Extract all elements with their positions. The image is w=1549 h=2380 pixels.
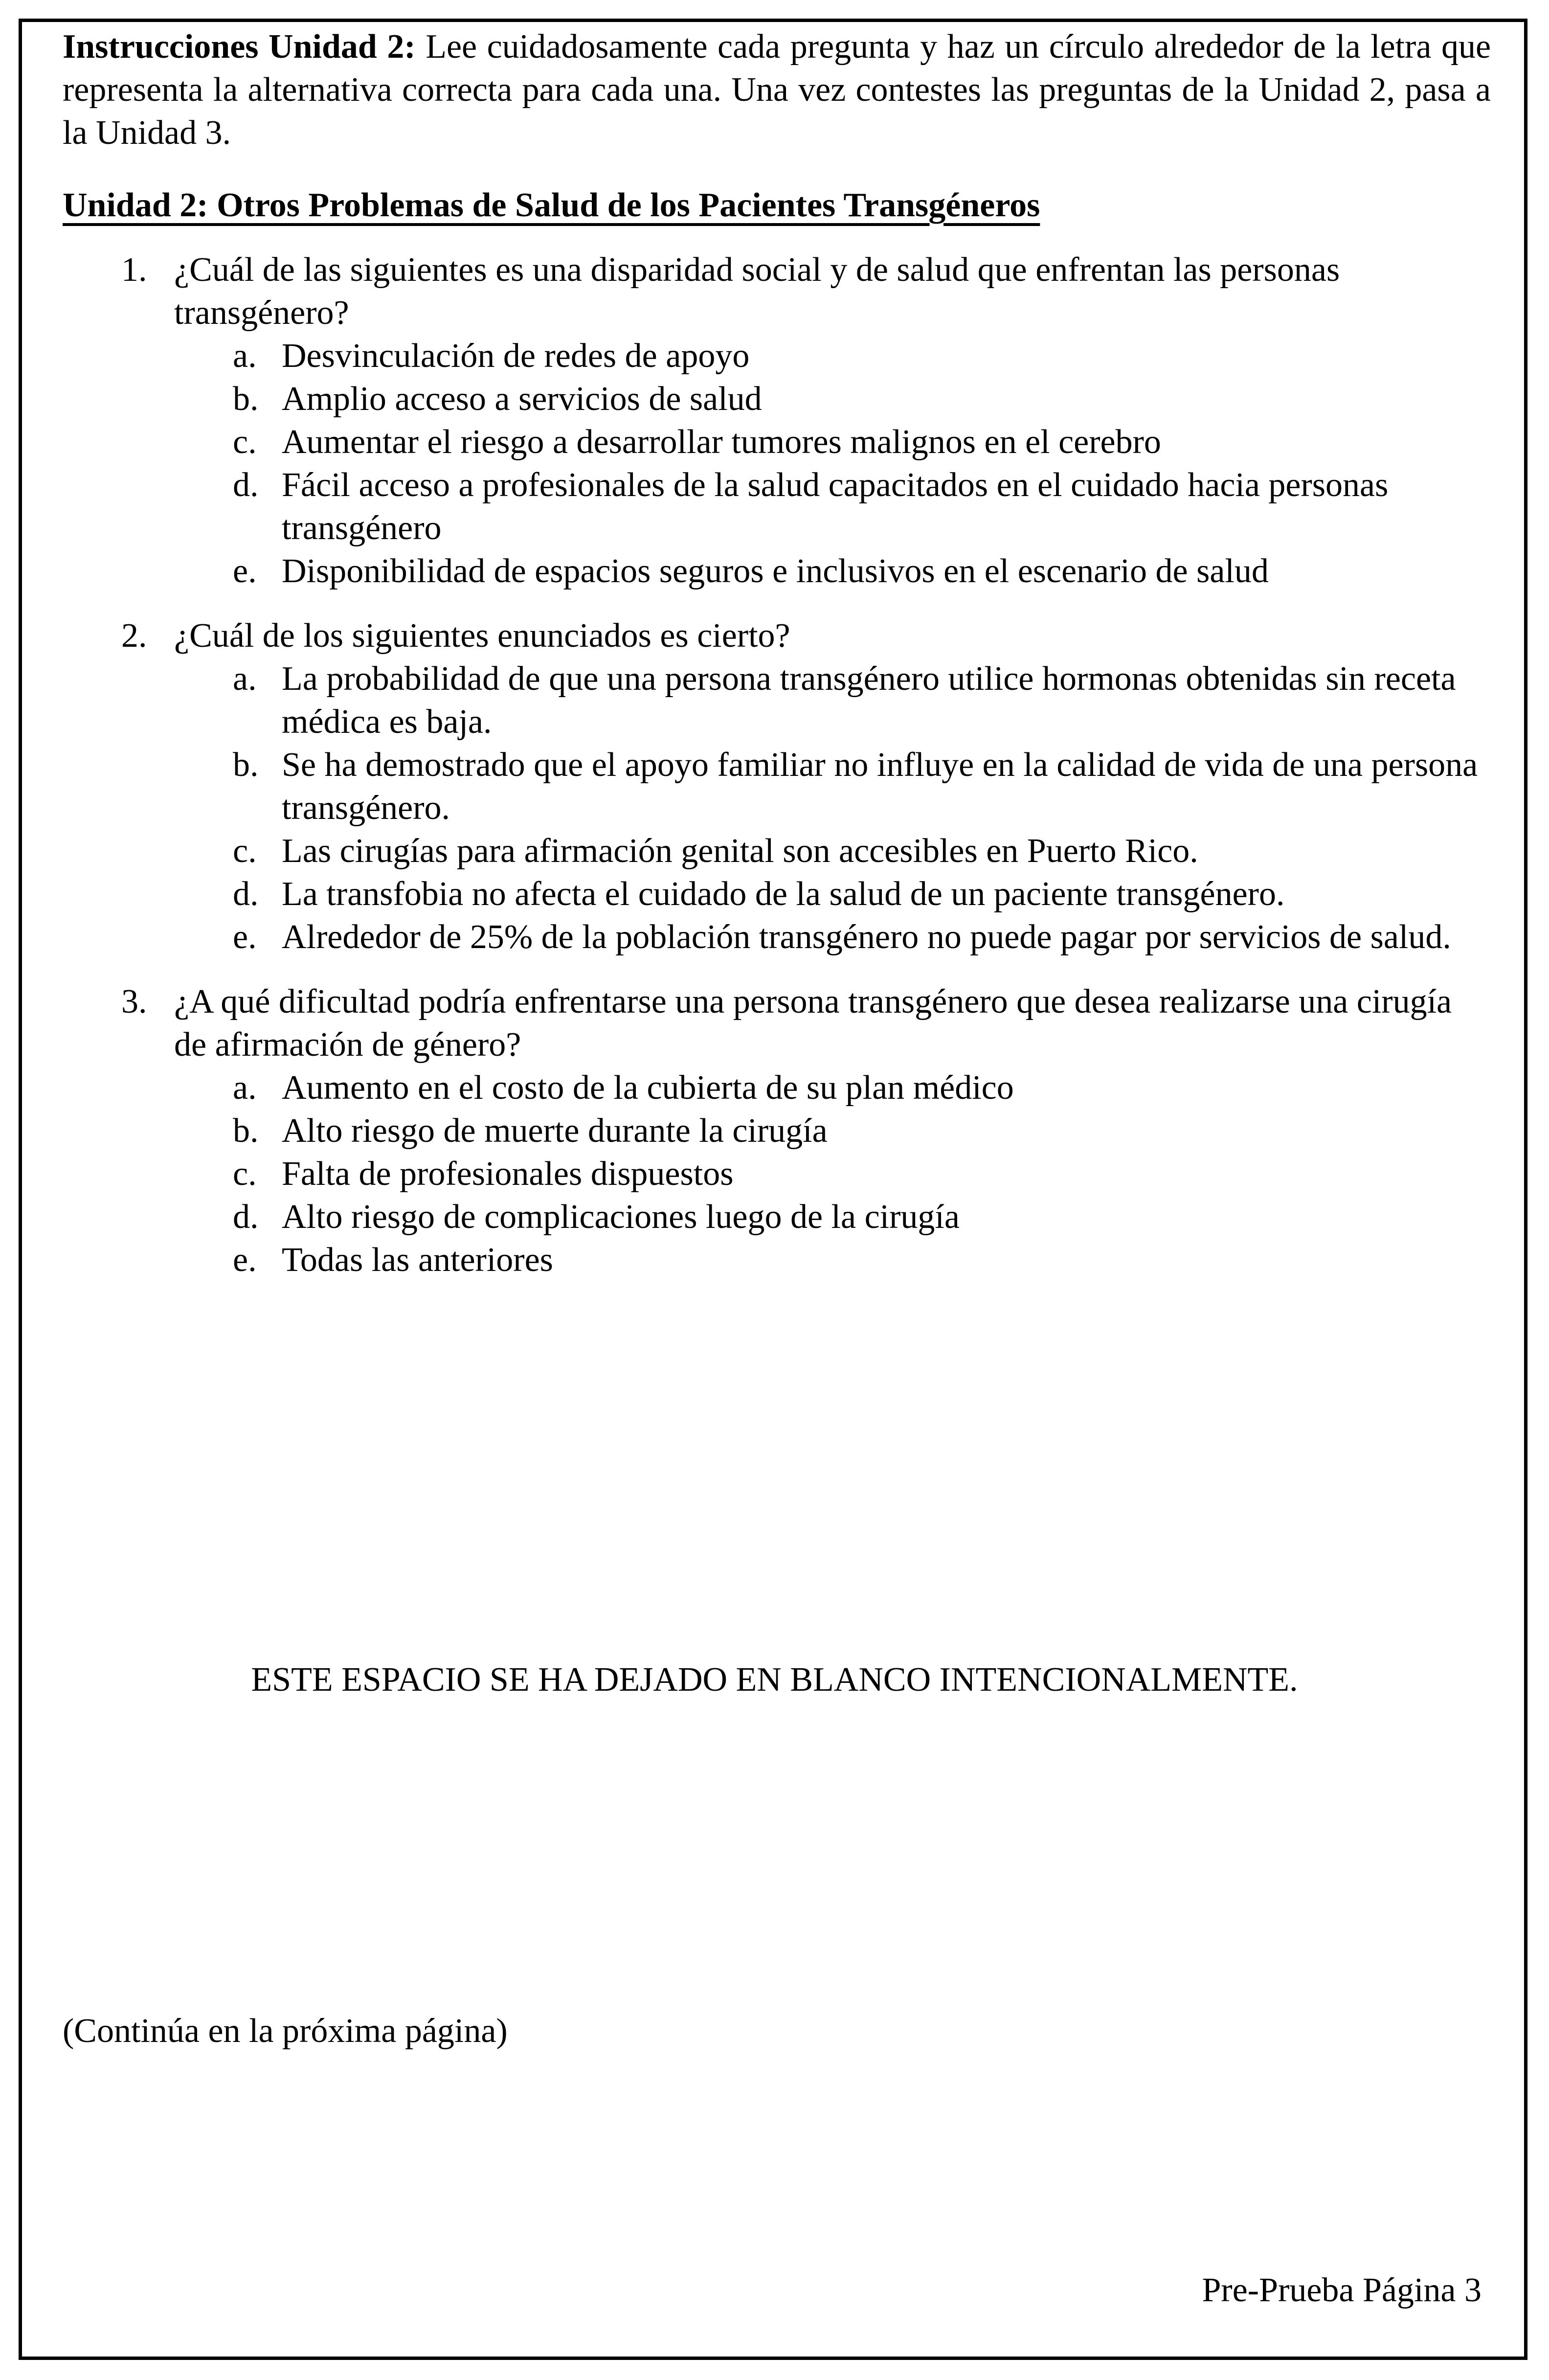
option-text: La transfobia no afecta el cuidado de la salud de un paciente transgénero. <box>282 875 1285 913</box>
option-2d[interactable] <box>174 873 1491 916</box>
option-1d[interactable] <box>174 464 1491 550</box>
question-number: 2. <box>121 617 147 655</box>
instructions-label: Instrucciones Unidad 2: <box>63 28 416 66</box>
option-text: Todas las anteriores <box>282 1241 553 1279</box>
option-letter: d. <box>233 1198 259 1236</box>
option-letter: a. <box>233 660 257 698</box>
page-footer: Pre-Prueba Página 3 <box>1202 2271 1482 2309</box>
option-text: Aumentar el riesgo a desarrollar tumores malignos en el cerebro <box>282 423 1161 461</box>
option-letter: e. <box>233 552 257 590</box>
question-1 <box>63 249 1491 593</box>
option-1e[interactable] <box>174 550 1491 593</box>
option-2c[interactable] <box>174 830 1491 873</box>
option-text: Las cirugías para afirmación genital son accesibles en Puerto Rico. <box>282 832 1198 870</box>
option-3e[interactable] <box>174 1239 1491 1282</box>
option-text: Alto riesgo de muerte durante la cirugía <box>282 1112 828 1150</box>
option-text: Falta de profesionales dispuestos <box>282 1155 734 1193</box>
continue-note: (Continúa en la próxima página) <box>63 2012 508 2050</box>
option-3c[interactable] <box>174 1153 1491 1196</box>
option-letter: d. <box>233 466 259 504</box>
option-letter: a. <box>233 337 257 375</box>
unit-title: Unidad 2: Otros Problemas de Salud de los Pacientes Transgéneros <box>63 186 1040 224</box>
option-text: Aumento en el costo de la cubierta de su plan médico <box>282 1069 1014 1107</box>
option-letter: b. <box>233 380 259 418</box>
option-text: Se ha demostrado que el apoyo familiar no influye en la calidad de vida de una persona transgénero. <box>282 746 1478 827</box>
instructions-paragraph <box>63 25 1491 155</box>
option-text: Desvinculación de redes de apoyo <box>282 337 750 375</box>
option-letter: c. <box>233 832 257 870</box>
question-text: ¿Cuál de los siguientes enunciados es cierto? <box>174 617 790 655</box>
document-body <box>63 25 1491 1282</box>
option-letter: e. <box>233 1241 257 1279</box>
option-text: Fácil acceso a profesionales de la salud capacitados en el cuidado hacia personas transgénero <box>282 466 1389 547</box>
question-text: ¿Cuál de las siguientes es una disparidad social y de salud que enfrentan las personas transgénero? <box>174 251 1340 332</box>
option-text: La probabilidad de que una persona transgénero utilice hormonas obtenidas sin receta médica es baja. <box>282 660 1456 741</box>
question-text: ¿A qué dificultad podría enfrentarse una persona transgénero que desea realizarse una cirugía de afirmación de género? <box>174 983 1452 1064</box>
blank-space-notice: ESTE ESPACIO SE HA DEJADO EN BLANCO INTENCIONALMENTE. <box>251 1661 1298 1699</box>
option-letter: e. <box>233 918 257 956</box>
question-number: 3. <box>121 983 147 1020</box>
option-3a[interactable] <box>174 1066 1491 1110</box>
option-2b[interactable] <box>174 744 1491 830</box>
option-letter: c. <box>233 423 257 461</box>
option-2a[interactable] <box>174 657 1491 744</box>
option-1a[interactable] <box>174 335 1491 378</box>
question-number: 1. <box>121 251 147 289</box>
question-3 <box>63 980 1491 1282</box>
option-letter: d. <box>233 875 259 913</box>
option-letter: b. <box>233 1112 259 1150</box>
instructions-text: Lee cuidadosamente cada pregunta y haz un círculo alrededor de la letra que representa la alternativa correcta para cada una. Una vez contestes las preguntas de la Unidad 2, pasa a la Unidad 3. <box>63 28 1491 152</box>
option-letter: b. <box>233 746 259 784</box>
question-2 <box>63 614 1491 959</box>
option-3b[interactable] <box>174 1110 1491 1153</box>
option-2e[interactable] <box>174 916 1491 959</box>
option-text: Alto riesgo de complicaciones luego de la cirugía <box>282 1198 960 1236</box>
option-text: Amplio acceso a servicios de salud <box>282 380 762 418</box>
option-1c[interactable] <box>174 421 1491 464</box>
option-letter: a. <box>233 1069 257 1107</box>
option-letter: c. <box>233 1155 257 1193</box>
option-3d[interactable] <box>174 1196 1491 1239</box>
option-1b[interactable] <box>174 378 1491 421</box>
option-text: Alrededor de 25% de la población transgénero no puede pagar por servicios de salud. <box>282 918 1451 956</box>
option-text: Disponibilidad de espacios seguros e inclusivos en el escenario de salud <box>282 552 1269 590</box>
